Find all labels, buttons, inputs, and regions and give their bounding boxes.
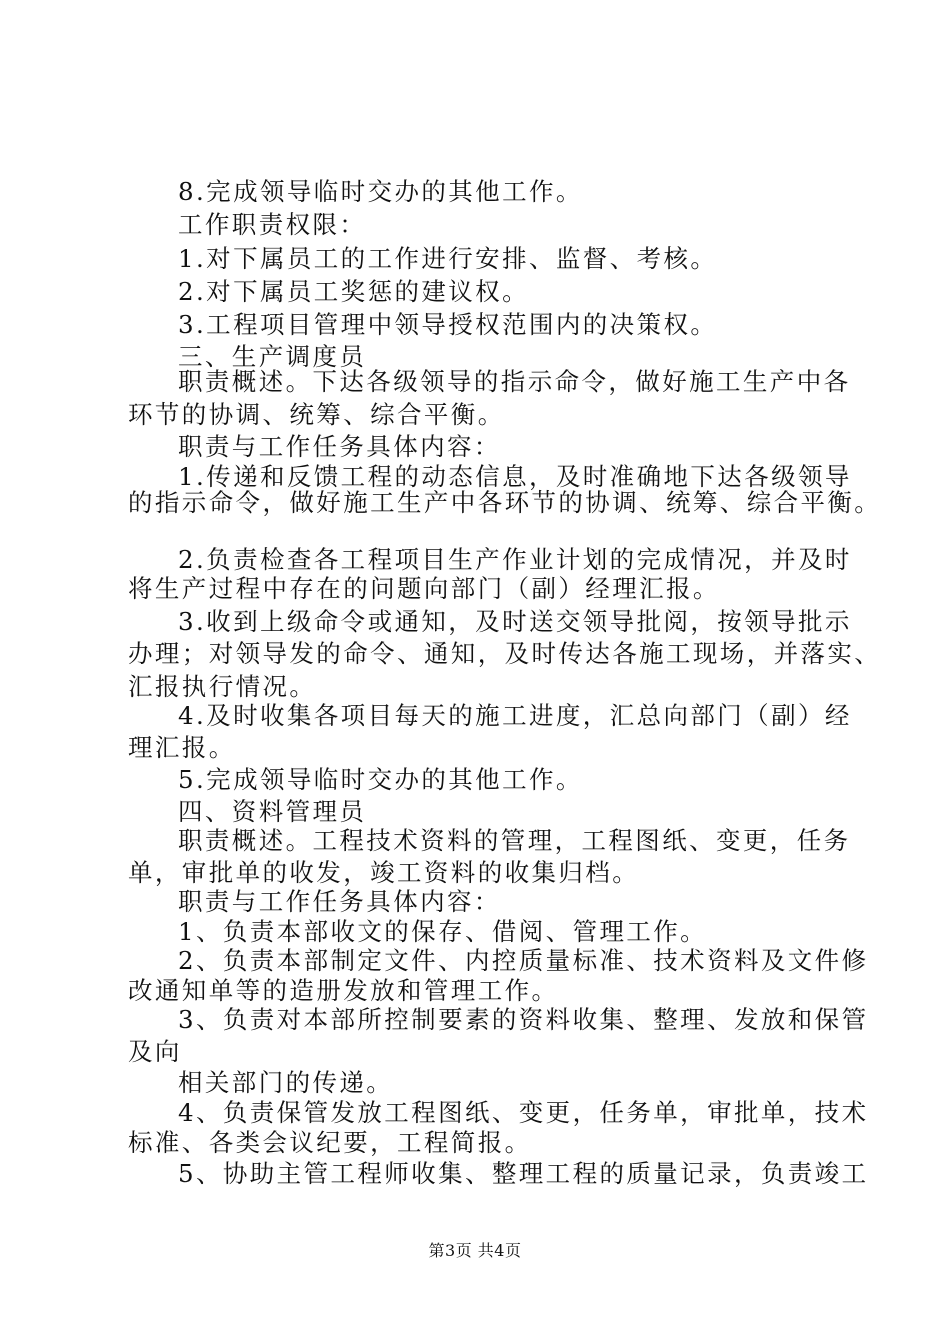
text-line: 1.传递和反馈工程的动态信息，及时准确地下达各级领导 [178,462,852,491]
text-line: 环节的协调、统筹、综合平衡。 [128,400,505,429]
text-line: 3.收到上级命令或通知，及时送交领导批阅，按领导批示 [178,607,852,636]
text-line: 四、资料管理员 [178,797,367,826]
text-line: 1.对下属员工的工作进行安排、监督、考核。 [178,244,718,273]
text-line: 改通知单等的造册发放和管理工作。 [128,976,559,1005]
text-line: 3.工程项目管理中领导授权范围内的决策权。 [178,310,718,339]
text-line: 8.完成领导临时交办的其他工作。 [178,177,583,206]
page-footer: 第3页 共4页 [428,1241,522,1260]
text-line: 的指示命令，做好施工生产中各环节的协调、统筹、综合平衡。 [128,488,882,517]
text-line: 2.负责检查各工程项目生产作业计划的完成情况，并及时 [178,545,852,574]
text-line: 职责与工作任务具体内容： [178,432,501,461]
text-line: 4.及时收集各项目每天的施工进度，汇总向部门（副）经 [178,701,852,730]
text-line: 单，审批单的收发，竣工资料的收集归档。 [128,858,640,887]
text-line: 相关部门的传递。 [178,1068,394,1097]
text-line: 3、负责对本部所控制要素的资料收集、整理、发放和保管 [178,1005,869,1034]
text-line: 5、协助主管工程师收集、整理工程的质量记录，负责竣工 [178,1159,869,1188]
text-line: 标准、各类会议纪要，工程简报。 [128,1128,532,1157]
text-line: 将生产过程中存在的问题向部门（副）经理汇报。 [128,574,720,603]
text-line: 1、负责本部收文的保存、借阅、管理工作。 [178,917,708,946]
text-line: 5.完成领导临时交办的其他工作。 [178,765,583,794]
text-line: 理汇报。 [128,733,236,762]
text-line: 工作职责权限： [178,210,367,239]
text-line: 2、负责本部制定文件、内控质量标准、技术资料及文件修 [178,946,869,975]
text-line: 汇报执行情况。 [128,672,317,701]
text-line: 4、负责保管发放工程图纸、变更，任务单，审批单，技术 [178,1098,869,1127]
text-line: 2.对下属员工奖惩的建议权。 [178,277,529,306]
text-line: 职责与工作任务具体内容： [178,887,501,916]
text-line: 三、生产调度员 [178,342,367,371]
text-line: 职责概述。工程技术资料的管理，工程图纸、变更，任务 [178,826,851,855]
text-line: 及向 [128,1037,182,1066]
text-line: 职责概述。下达各级领导的指示命令，做好施工生产中各 [178,367,851,396]
text-line: 办理；对领导发的命令、通知，及时传达各施工现场，并落实、 [128,639,882,668]
